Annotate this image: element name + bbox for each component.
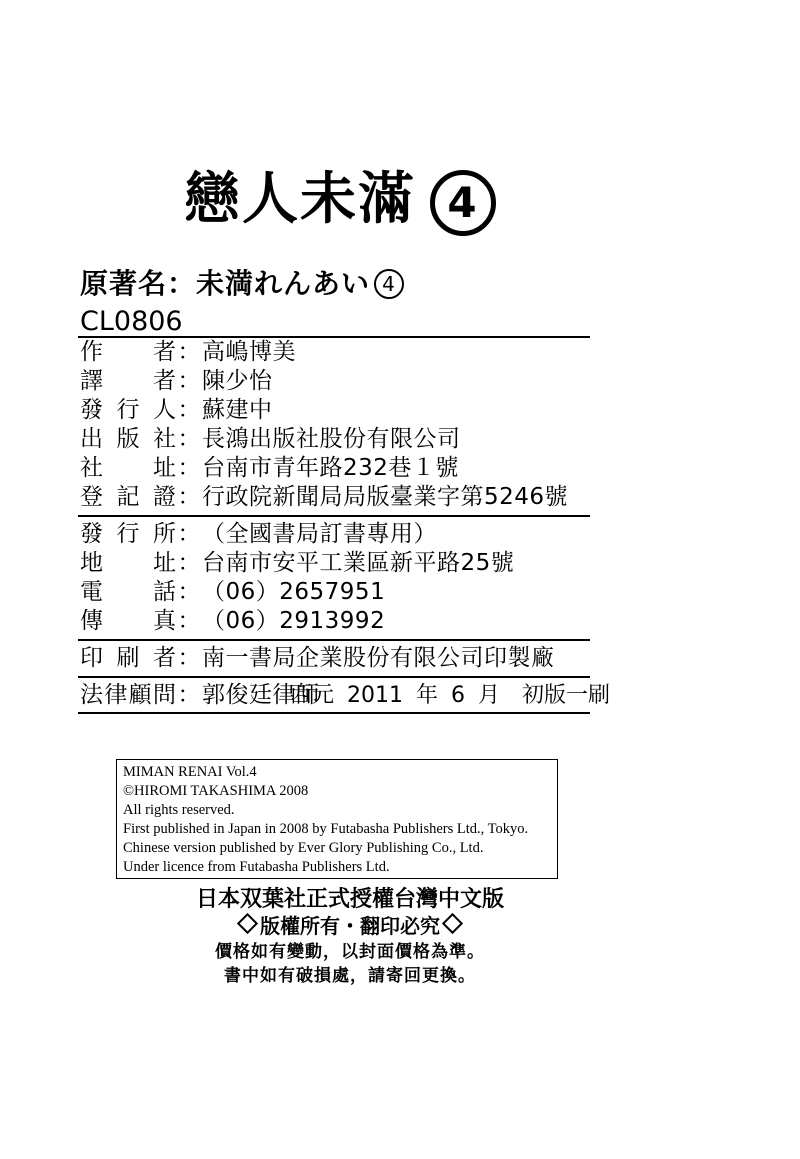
info-label-char: 法 [80, 682, 103, 708]
copyright-line: First published in Japan in 2008 by Futabasha Publishers Ltd., Tokyo. [123, 821, 529, 837]
info-row [80, 454, 600, 483]
info-value: 台南市青年路232巷１號 [202, 455, 459, 481]
diamond-icon [237, 913, 258, 934]
info-label-char: 發 [80, 397, 103, 423]
info-value: 郭俊廷律師 [202, 682, 320, 708]
info-row [80, 367, 600, 396]
book-title-text: 戀人未滿 [184, 167, 416, 232]
info-row [80, 578, 600, 607]
info-label-char: 址 [153, 550, 176, 576]
info-label [80, 644, 176, 673]
price-notice: 價格如有變動，以封面價格為準。 [215, 942, 485, 962]
info-label-char: 社 [80, 455, 103, 481]
diamond-icon [442, 913, 463, 934]
info-label-char: 者 [153, 339, 176, 365]
info-colon: ： [177, 682, 201, 708]
publication-date: 西元 2011 年 6 月 初版一刷 [290, 683, 610, 708]
info-value: （06）2913992 [202, 608, 386, 634]
original-volume-badge: 4 [374, 269, 404, 299]
info-label [80, 520, 176, 549]
info-colon: ： [177, 521, 201, 547]
info-label [80, 607, 176, 636]
info-label-char: 譯 [80, 368, 103, 394]
info-label-char: 印 [80, 645, 103, 671]
info-row [80, 425, 600, 454]
divider-line [78, 712, 590, 714]
original-title-label: 原著名： [80, 267, 197, 300]
info-label-char: 證 [153, 484, 176, 510]
volume-number-badge: 4 [430, 170, 496, 236]
info-row [80, 644, 600, 673]
info-label-char: 刷 [116, 645, 140, 671]
copyright-line: Chinese version published by Ever Glory Publishing Co., Ltd. [123, 840, 484, 856]
info-label-char: 址 [153, 455, 176, 481]
info-label-char: 顧 [128, 682, 152, 708]
info-label [80, 338, 176, 367]
info-row [80, 607, 600, 636]
info-value: 長鴻出版社股份有限公司 [202, 426, 461, 452]
info-label-char: 行 [116, 521, 140, 547]
info-value: 高嶋博美 [202, 339, 296, 365]
info-colon: ： [177, 484, 201, 510]
info-colon: ： [177, 579, 201, 605]
divider-line [78, 676, 590, 678]
info-label-char: 版 [116, 426, 140, 452]
rights-statement [116, 912, 584, 940]
info-value: （06）2657951 [202, 579, 386, 605]
original-title-text: 未満れんあい [196, 267, 371, 300]
publication-info [80, 338, 610, 710]
info-label [80, 549, 176, 578]
info-value: 台南市安平工業區新平路25號 [202, 550, 515, 576]
divider-line [78, 515, 590, 517]
info-label-char: 者 [153, 368, 176, 394]
info-value: 蘇建中 [202, 397, 273, 423]
info-label-char: 登 [80, 484, 103, 510]
info-row [80, 338, 600, 367]
info-label-char: 人 [153, 397, 176, 423]
info-label [80, 425, 176, 454]
info-colon: ： [177, 368, 201, 394]
info-colon: ： [177, 608, 201, 634]
info-row [80, 549, 600, 578]
info-row [80, 396, 600, 425]
info-label-char: 傳 [80, 608, 103, 634]
copyright-box [116, 759, 558, 879]
info-label-char: 所 [153, 521, 176, 547]
info-colon: ： [177, 397, 201, 423]
info-label-char: 出 [80, 426, 103, 452]
info-row [80, 520, 600, 549]
info-label-char: 真 [153, 608, 176, 634]
info-label-char: 行 [116, 397, 140, 423]
info-label [80, 367, 176, 396]
info-label-char: 作 [80, 339, 103, 365]
info-label-char: 者 [153, 645, 176, 671]
info-colon: ： [177, 550, 201, 576]
info-label-char: 發 [80, 521, 103, 547]
copyright-line: ©HIROMI TAKASHIMA 2008 [123, 783, 309, 799]
info-value: 行政院新聞局局版臺業字第5246號 [202, 484, 569, 510]
info-label [80, 483, 176, 512]
info-label-char: 電 [80, 579, 103, 605]
copyright-line: MIMAN RENAI Vol.4 [123, 764, 257, 780]
license-statement: 日本双葉社正式授權台灣中文版 [195, 887, 504, 912]
original-title [80, 266, 404, 302]
copyright-line: Under licence from Futabasha Publishers Ltd. [123, 859, 390, 875]
info-label-char: 記 [116, 484, 140, 510]
info-colon: ： [177, 455, 201, 481]
info-label [80, 454, 176, 483]
info-label-char: 社 [153, 426, 176, 452]
book-title [0, 168, 680, 236]
info-row [80, 483, 600, 512]
info-colon: ： [177, 339, 201, 365]
damage-notice: 書中如有破損處，請寄回更換。 [224, 966, 476, 986]
info-label-char: 問 [152, 682, 176, 708]
rights-text: 版權所有・翻印必究 [260, 914, 440, 938]
info-label-char: 地 [80, 550, 103, 576]
info-colon: ： [177, 426, 201, 452]
divider-line [78, 639, 590, 641]
info-label-char: 律 [104, 682, 128, 708]
info-label [80, 578, 176, 607]
info-colon: ： [177, 645, 201, 671]
info-label [80, 396, 176, 425]
catalog-code: CL0806 [80, 306, 183, 337]
info-value: （全國書局訂書專用） [202, 521, 437, 547]
info-value: 南一書局企業股份有限公司印製廠 [202, 645, 555, 671]
info-value: 陳少怡 [202, 368, 273, 394]
info-label-char: 話 [153, 579, 176, 605]
copyright-line: All rights reserved. [123, 802, 235, 818]
info-label [80, 681, 176, 710]
